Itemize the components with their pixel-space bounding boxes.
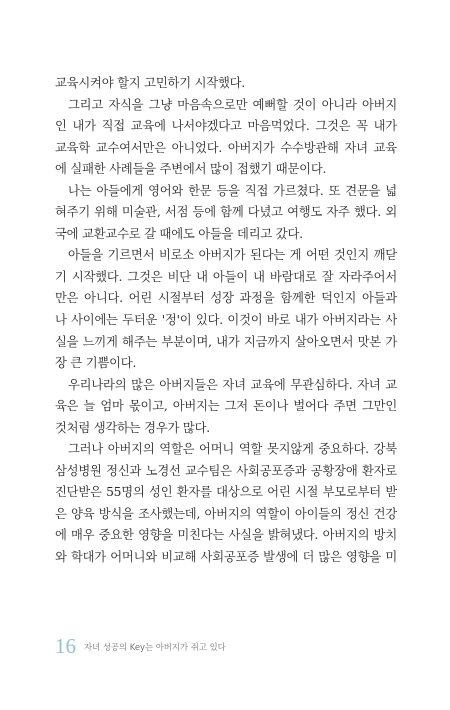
text-line: 은 양육 방식을 조사했는데, 아버지의 역할이 아이들의 정신 건강 <box>55 506 397 521</box>
text-line: 에 매우 중요한 영향을 미친다는 사실을 밝혀냈다. 아버지의 방치 <box>55 528 397 543</box>
text-line: 그러나 아버지의 역할은 어머니 역할 못지않게 중요하다. 강북 <box>68 442 397 457</box>
text-line: 육은 늘 엄마 몫이고, 아버지는 그저 돈이나 벌어다 주면 그만인 <box>55 399 397 414</box>
text-line: 만은 아니다. 어린 시절부터 성장 과정을 함께한 덕인지 아들과 <box>55 291 397 306</box>
text-line: 장 큰 기쁨이다. <box>55 356 137 371</box>
running-title: 자녀 성공의 Key는 아버지가 쥐고 있다 <box>84 642 226 652</box>
text-line: 삼성병원 정신과 노경선 교수팀은 사회공포증과 공황장애 환자로 <box>55 463 397 478</box>
text-line: 우리나라의 많은 아버지들은 자녀 교육에 무관심하다. 자녀 교 <box>68 377 397 392</box>
text-line: 아들을 기르면서 비로소 아버지가 된다는 게 어떤 것인지 깨닫 <box>68 248 397 263</box>
paragraph <box>55 245 397 374</box>
page-footer <box>55 634 397 660</box>
text-line: 국에 교환교수로 갈 때에도 아들을 데리고 갔다. <box>55 226 303 241</box>
text-line: 실을 느끼게 해주는 부분이며, 내가 지금까지 살아오면서 맛본 가 <box>55 334 397 349</box>
text-line: 혀주기 위해 미술관, 서점 등에 함께 다녔고 여행도 자주 했다. 외 <box>55 205 397 220</box>
text-line: 와 학대가 어머니와 비교해 사회공포증 발생에 더 많은 영향을 미 <box>55 550 397 565</box>
text-line: 진단받은 55명의 성인 환자를 대상으로 어린 시절 부모로부터 받 <box>55 485 397 500</box>
text-line: 교육시켜야 할지 고민하기 시작했다. <box>55 76 246 90</box>
body-text <box>55 73 397 569</box>
page-number: 16 <box>55 634 76 658</box>
paragraph <box>55 439 397 568</box>
text-line: 그리고 자식을 그냥 마음속으로만 예뻐할 것이 아니라 아버지 <box>68 97 397 112</box>
text-line: 교육학 교수여서만은 아니었다. 아버지가 수수방관해 자녀 교육 <box>55 140 397 155</box>
paragraph <box>55 375 397 440</box>
paragraph <box>55 73 397 95</box>
text-line: 에 실패한 사례들을 주변에서 많이 접했기 때문이다. <box>55 162 327 177</box>
text-line: 기 시작했다. 그것은 비단 내 아들이 내 바람대로 잘 자라주어서 <box>55 269 397 284</box>
paragraph <box>55 181 397 246</box>
paragraph <box>55 95 397 181</box>
text-line: 것처럼 생각하는 경우가 많다. <box>55 420 210 435</box>
text-line: 인 내가 직접 교육에 나서야겠다고 마음먹었다. 그것은 꼭 내가 <box>55 119 397 134</box>
text-line: 나는 아들에게 영어와 한문 등을 직접 가르쳤다. 또 견문을 넓 <box>68 183 397 198</box>
text-line: 나 사이에는 두터운 '정'이 있다. 이것이 바로 내가 아버지라는 사 <box>55 313 397 328</box>
